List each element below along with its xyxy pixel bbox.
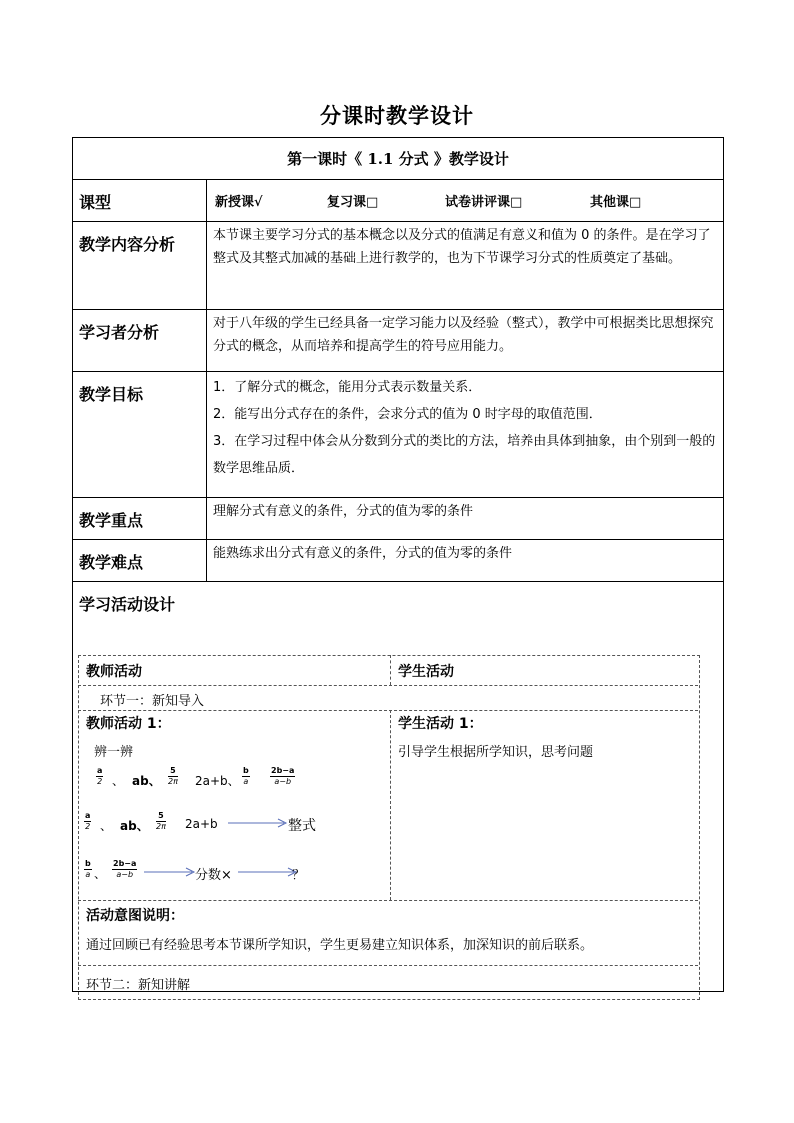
separator: 、 xyxy=(112,774,125,788)
expression-ab: ab、 xyxy=(120,819,149,833)
integral-label: 整式 xyxy=(288,818,316,834)
fraction-label: 分数× xyxy=(195,868,232,883)
fraction-b-over-a: $\frac{b}{a}$ xyxy=(85,859,91,879)
arrow-right-icon xyxy=(144,866,196,878)
teacher-activity-title: 教师活动 1： xyxy=(86,716,171,732)
fraction-5-over-2pi: $\frac{5}{2\pi}$ xyxy=(168,766,178,786)
expression-2a-plus-b: 2a+b xyxy=(185,817,218,831)
learner-analysis-label: 学习者分析 xyxy=(73,310,207,372)
divider xyxy=(390,655,391,685)
intent-text: 通过回顾已有经验思考本节课所学知识，学生更易建立知识体系，加深知识的前后联系。 xyxy=(86,938,594,953)
objectives-list xyxy=(207,372,724,498)
key-points-label: 教学重点 xyxy=(73,498,207,540)
objectives-label: 教学目标 xyxy=(73,372,207,498)
question-mark: ？ xyxy=(292,868,306,883)
objective-item: 1．了解分式的概念，能用分式表示数量关系． xyxy=(213,380,482,395)
lesson-type-new: 新授课√ xyxy=(215,195,263,210)
key-points-text: 理解分式有意义的条件，分式的值为零的条件 xyxy=(207,498,724,540)
lesson-type-exam: 试卷讲评课□ xyxy=(445,195,523,210)
objective-item: 2．能写出分式存在的条件，会求分式的值为 0 时字母的取值范围． xyxy=(213,407,602,422)
expression-ab: ab、 xyxy=(132,774,161,788)
fraction-a-over-2: $\frac{a}{2}$ xyxy=(85,811,91,831)
teacher-header: 教师活动 xyxy=(86,664,142,680)
fraction-2b-a-over-a-b: $\frac{2b-a}{a-b}$ xyxy=(113,859,137,879)
fraction-2b-a-over-a-b: $\frac{2b-a}{a-b}$ xyxy=(271,766,295,786)
divider xyxy=(78,900,698,901)
difficulties-label: 教学难点 xyxy=(73,540,207,582)
lesson-type-label: 课型 xyxy=(73,180,207,222)
objective-item: 3．在学习过程中体会从分数到分式的类比的方法，培养由具体到抽象，由个别到一般的数学思维品质． xyxy=(213,434,716,476)
expression-2a-plus-b: 2a+b、 xyxy=(195,774,240,788)
fraction-b-over-a: $\frac{b}{a}$ xyxy=(243,766,249,786)
divider xyxy=(390,710,391,900)
lesson-title: 第一课时《 1.1 分式 》教学设计 xyxy=(73,138,724,180)
fraction-a-over-2: $\frac{a}{2}$ xyxy=(97,766,103,786)
divider xyxy=(78,710,698,711)
arrow-right-icon xyxy=(238,866,298,878)
section-two: 环节二：新知讲解 xyxy=(86,978,191,993)
lesson-type-options xyxy=(207,180,724,222)
separator: 、 xyxy=(100,819,113,833)
learner-analysis-text: 对于八年级的学生已经具备一定学习能力以及经验（整式），教学中可根据类比思想探究分式的概念，从而培养和提高学生的符号应用能力。 xyxy=(207,310,724,372)
section-one: 环节一：新知导入 xyxy=(100,694,205,709)
activity-design-label: 学习活动设计 xyxy=(73,582,724,628)
content-analysis-text: 本节课主要学习分式的基本概念以及分式的值满足有意义和值为 0 的条件。是在学习了整式及其整式加减的基础上进行教学的，也为下节课学习分式的性质奠定了基础。 xyxy=(207,222,724,310)
student-header: 学生活动 xyxy=(398,664,454,680)
student-activity-text: 引导学生根据所学知识，思考问题 xyxy=(398,745,594,760)
lesson-type-other: 其他课□ xyxy=(590,195,642,210)
fraction-5-over-2pi: $\frac{5}{2\pi}$ xyxy=(156,811,166,831)
arrow-right-icon xyxy=(228,817,288,829)
separator: 、 xyxy=(94,867,107,881)
divider xyxy=(78,965,698,966)
content-analysis-label: 教学内容分析 xyxy=(73,222,207,310)
difficulties-text: 能熟练求出分式有意义的条件，分式的值为零的条件 xyxy=(207,540,724,582)
student-activity-title: 学生活动 1： xyxy=(398,716,483,732)
teacher-activity-sub: 辨一辨 xyxy=(94,745,134,760)
divider xyxy=(78,685,698,686)
page-title: 分课时教学设计 xyxy=(320,103,474,128)
lesson-type-review: 复习课□ xyxy=(327,195,379,210)
intent-title: 活动意图说明： xyxy=(86,908,184,924)
